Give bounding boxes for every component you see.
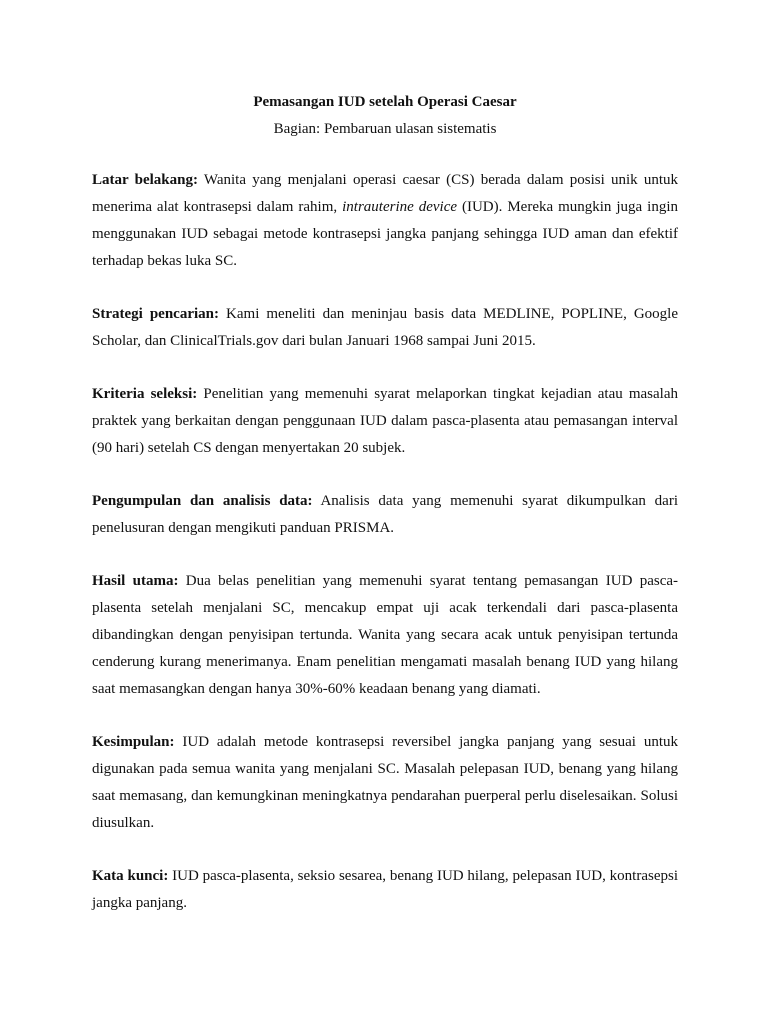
document-title: Pemasangan IUD setelah Operasi Caesar xyxy=(253,94,517,110)
section-text: Dua belas penelitian yang memenuhi syarat tentang pemasangan IUD pasca-plasenta setelah menjalani SC, mencakup empat uji acak terkendali dari pasca-plasenta dibandingkan dengan penyisipan tertunda. Wanita yang secara acak untuk penyisipan tertunda cenderung kurang menerimanya. Enam penelitian mengamati masalah benang IUD yang hilang saat memasangkan dengan hanya 30%-60% keadaan benang yang diamati. xyxy=(92,573,679,697)
section-text: Wanita yang menjalani operasi caesar (CS) berada dalam posisi unik untuk menerima alat kontrasepsi dalam rahim, xyxy=(92,172,679,215)
section-kriteria-seleksi xyxy=(92,381,678,462)
document-subtitle: Bagian: Pembaruan ulasan sistematis xyxy=(273,121,497,137)
section-label: Hasil utama: xyxy=(92,573,179,589)
section-label: Latar belakang: xyxy=(92,172,198,188)
section-label: Kesimpulan: xyxy=(92,734,175,750)
section-label: Pengumpulan dan analisis data: xyxy=(92,493,313,509)
section-label: Strategi pencarian: xyxy=(92,306,220,322)
section-label: Kata kunci: xyxy=(92,868,169,884)
section-text: Kami meneliti dan meninjau basis data MEDLINE, POPLINE, Google Scholar, dan ClinicalTrials.gov dari bulan Januari 1968 sampai Juni 2015. xyxy=(92,306,679,349)
section-text: Analisis data yang memenuhi syarat dikumpulkan dari penelusuran dengan mengikuti panduan PRISMA. xyxy=(92,493,678,536)
section-text: Penelitian yang memenuhi syarat melaporkan tingkat kejadian atau masalah praktek yang berkaitan dengan penggunaan IUD dalam pasca-plasenta atau pemasangan interval (90 hari) setelah CS dengan menyertakan 20 subjek. xyxy=(92,386,678,456)
section-pengumpulan-analisis-data xyxy=(92,488,678,542)
section-italic-term: intrauterine device xyxy=(342,199,458,215)
section-text: IUD adalah metode kontrasepsi reversibel jangka panjang yang sesuai untuk digunakan pada semua wanita yang menjalani SC. Masalah pelepasan IUD, benang yang hilang saat memasang, dan kemungkinan meningkatnya pendarahan puerperal perlu diselesaikan. Solusi diusulkan. xyxy=(92,734,678,831)
section-label: Kriteria seleksi: xyxy=(92,386,198,402)
section-text: (IUD). Mereka mungkin juga ingin menggunakan IUD sebagai metode kontrasepsi jangka panjang sehingga IUD aman dan efektif terhadap bekas luka SC. xyxy=(92,199,678,269)
section-text: IUD pasca-plasenta, seksio sesarea, benang IUD hilang, pelepasan IUD, kontrasepsi jangka panjang. xyxy=(92,868,678,911)
section-hasil-utama xyxy=(92,568,678,703)
section-kesimpulan xyxy=(92,729,678,837)
document-page xyxy=(92,92,678,917)
section-strategi-pencarian xyxy=(92,301,678,355)
section-kata-kunci xyxy=(92,863,678,917)
section-latar-belakang xyxy=(92,167,678,275)
